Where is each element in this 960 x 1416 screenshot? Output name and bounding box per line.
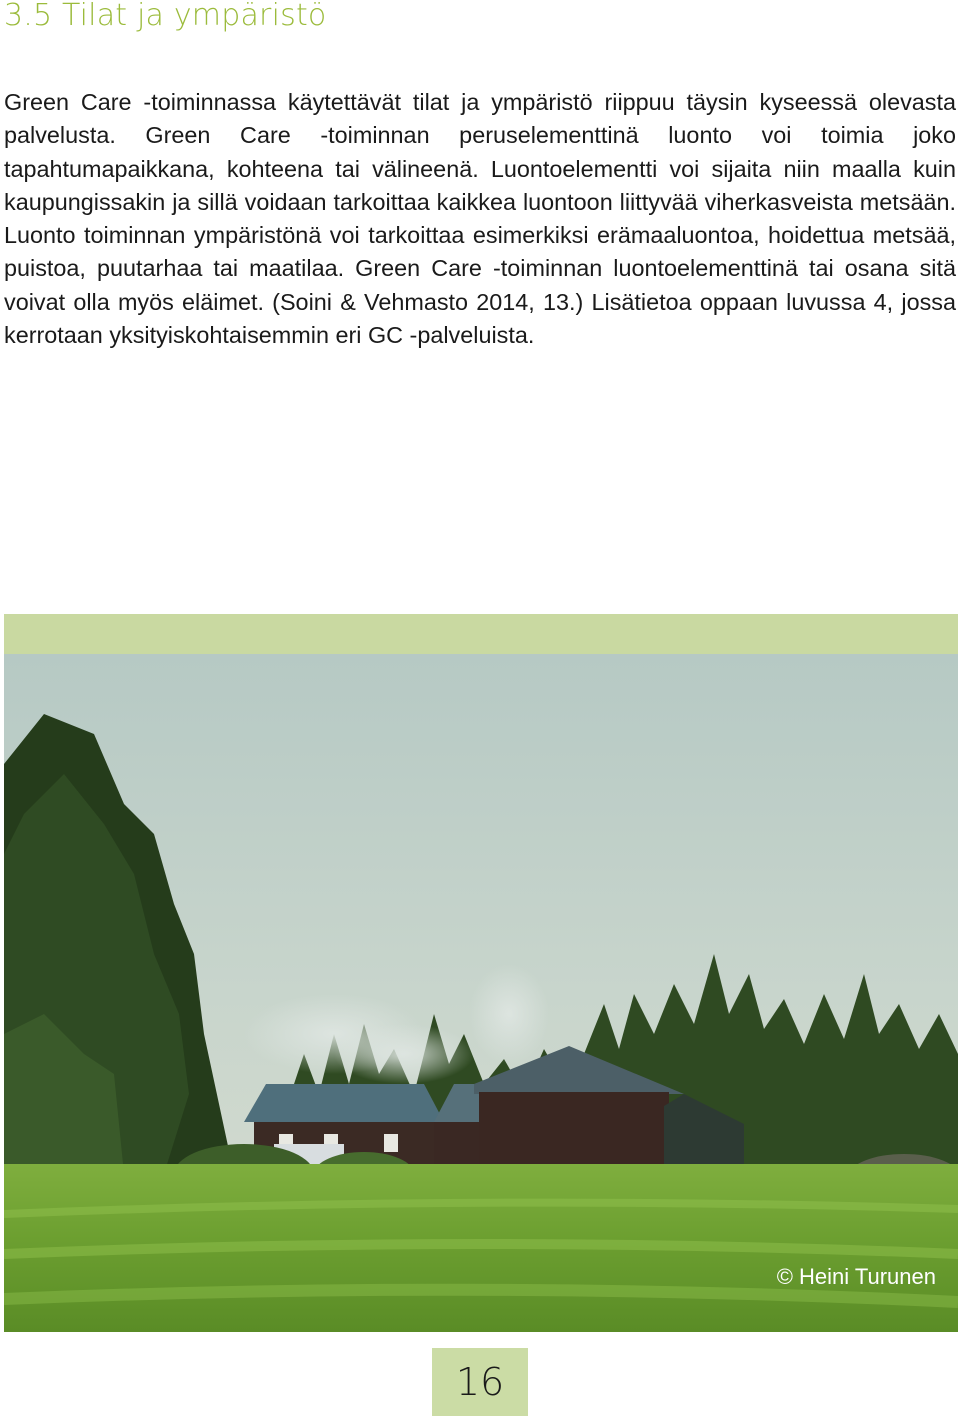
section-heading: 3.5 Tilat ja ympäristö	[4, 0, 327, 33]
photo-credit: © Heini Turunen	[776, 1264, 936, 1289]
farm-landscape-photo	[4, 654, 958, 1332]
page-number: 16	[455, 1360, 505, 1404]
photo-frame	[4, 614, 958, 1332]
body-paragraph: Green Care -toiminnassa käytettävät tilat ja ympäristö riippuu täysin kyseessä olevasta palvelusta. Green Care -toiminnan peruselementtinä luonto voi toimia joko tapahtumapaikkana, kohteena tai välineenä. Luontoelementti voi sijaita niin maalla kuin kaupungissakin ja sillä voidaan tarkoittaa kaikkea luontoon liittyvää viherkasveista metsään. Luonto toiminnan ympäristönä voi tarkoittaa esimerkiksi erämaaluontoa, hoidettua metsää, puistoa, puutarhaa tai maatilaa. Green Care -toiminnan luontoelementtinä tai osana sitä voivat olla myös eläimet. (Soini & Vehmasto 2014, 13.) Lisätietoa oppaan luvussa 4, jossa kerrotaan yksityiskohtaisemmin eri GC -palveluista.	[4, 89, 956, 349]
page-number-box	[432, 1348, 528, 1416]
